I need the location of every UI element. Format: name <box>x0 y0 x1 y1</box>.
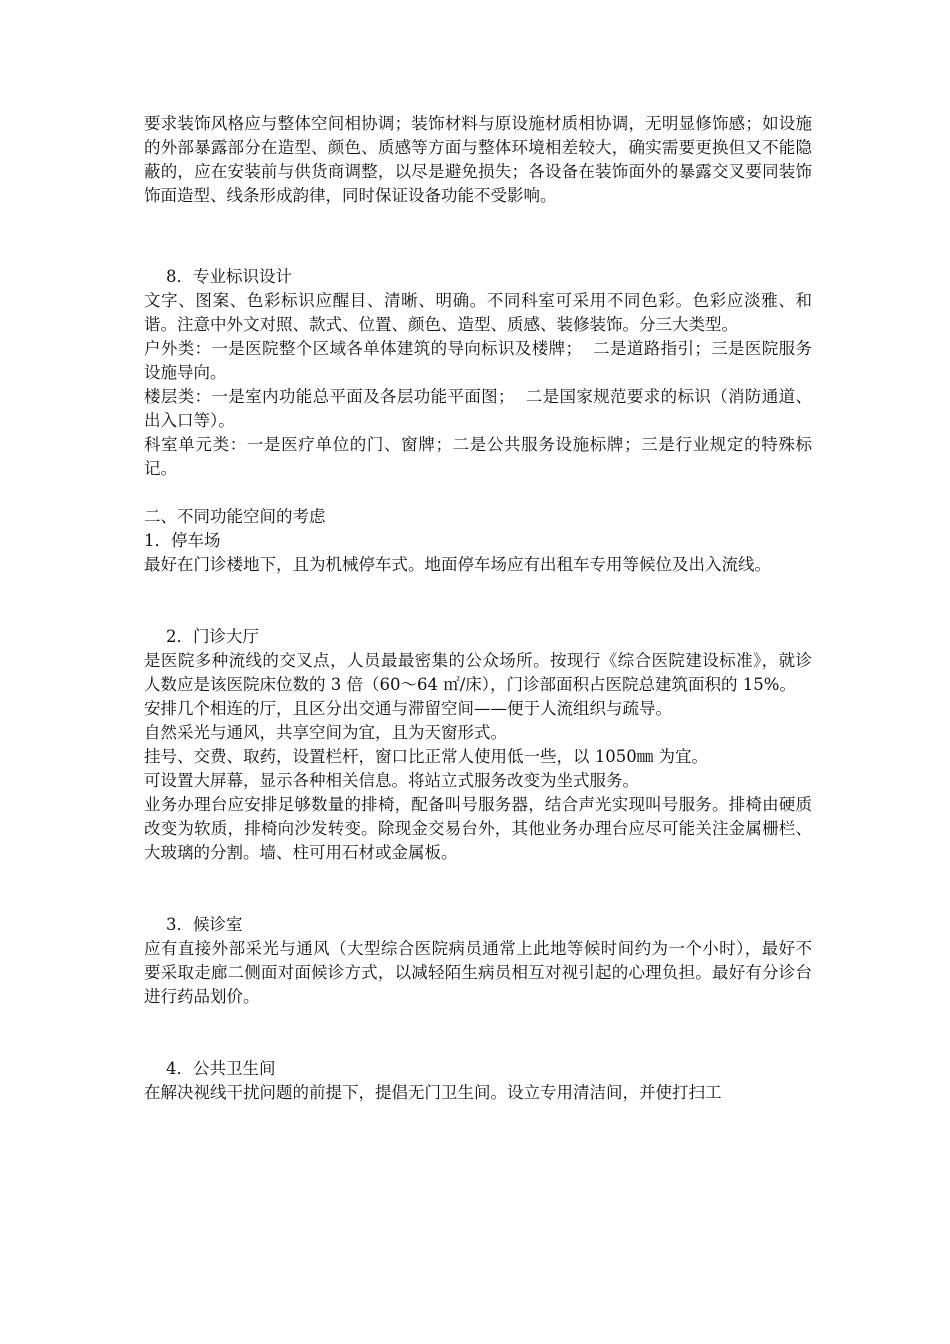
outpatient-hall-paragraph-2: 安排几个相连的厅，且区分出交通与滞留空间——便于人流组织与疏导。 <box>144 699 672 718</box>
outpatient-hall-paragraph-5: 可设置大屏幕，显示各种相关信息。将站立式服务改变为坐式服务。 <box>144 771 639 790</box>
part-2-heading: 二、不同功能空间的考虑 <box>144 507 326 526</box>
waiting-room-heading: 3．候诊室 <box>166 915 243 934</box>
section-8-heading: 8．专业标识设计 <box>166 267 292 286</box>
outpatient-hall-paragraph-3: 自然采光与通风，共享空间为宜，且为天窗形式。 <box>144 723 507 742</box>
spacer <box>144 481 812 505</box>
waiting-room-paragraph: 应有直接外部采光与通风（大型综合医院病员通常上此地等候时间约为一个小时），最好不要采取走廊二侧面对面候诊方式，以减轻陌生病员相互对视引起的心理负担。最好有分诊台进行药品划价。 <box>144 939 812 1006</box>
section-8-paragraph-department: 科室单元类：一是医疗单位的门、窗牌；二是公共服务设施标牌；三是行业规定的特殊标记。 <box>144 435 812 478</box>
outpatient-hall-paragraph-1: 是医院多种流线的交叉点，人员最最密集的公众场所。按现行《综合医院建设标准》，就诊人数应是该医院床位数的 3 倍（60～64 ㎡/床），门诊部面积占医院总建筑面积的 15%。 <box>144 651 812 694</box>
section-8-paragraph-1: 文字、图案、色彩标识应醒目、清晰、明确。不同科室可采用不同色彩。色彩应淡雅、和谐。注意中外文对照、款式、位置、颜色、造型、质感、装修装饰。分三大类型。 <box>144 291 812 334</box>
public-restroom-paragraph: 在解决视线干扰问题的前提下，提倡无门卫生间。设立专用清洁间，并使打扫工 <box>144 1083 722 1102</box>
spacer <box>144 865 812 913</box>
document-page <box>144 112 812 1105</box>
spacer <box>144 577 812 625</box>
section-8-paragraph-outdoor: 户外类：一是医院整个区域各单体建筑的导向标识及楼牌； 二是道路指引；三是医院服务设施导向。 <box>144 339 812 382</box>
outpatient-hall-heading: 2．门诊大厅 <box>166 627 259 646</box>
spacer <box>144 1009 812 1057</box>
spacer <box>144 208 812 265</box>
parking-paragraph: 最好在门诊楼地下，且为机械停车式。地面停车场应有出租车专用等候位及出入流线。 <box>144 555 771 574</box>
parking-heading: 1．停车场 <box>144 531 221 550</box>
section-8-paragraph-floor: 楼层类：一是室内功能总平面及各层功能平面图； 二是国家规范要求的标识（消防通道、出入口等）。 <box>144 387 812 430</box>
outpatient-hall-paragraph-4: 挂号、交费、取药，设置栏杆，窗口比正常人使用低一些，以 1050㎜ 为宜。 <box>144 747 708 766</box>
public-restroom-heading: 4．公共卫生间 <box>166 1059 276 1078</box>
intro-paragraph: 要求装饰风格应与整体空间相协调；装饰材料与原设施材质相协调，无明显修饰感；如设施的外部暴露部分在造型、颜色、质感等方面与整体环境相差较大，确实需要更换但又不能隐蔽的，应在安装前与供货商调整，以尽是避免损失；各设备在装饰面外的暴露交叉要同装饰饰面造型、线条形成韵律，同时保证设备功能不受影响。 <box>144 114 812 205</box>
outpatient-hall-paragraph-6: 业务办理台应安排足够数量的排椅，配备叫号服务器，结合声光实现叫号服务。排椅由硬质改变为软质，排椅向沙发转变。除现金交易台外，其他业务办理台应尽可能关注金属栅栏、大玻璃的分割。墙、柱可用石材或金属板。 <box>144 795 812 862</box>
